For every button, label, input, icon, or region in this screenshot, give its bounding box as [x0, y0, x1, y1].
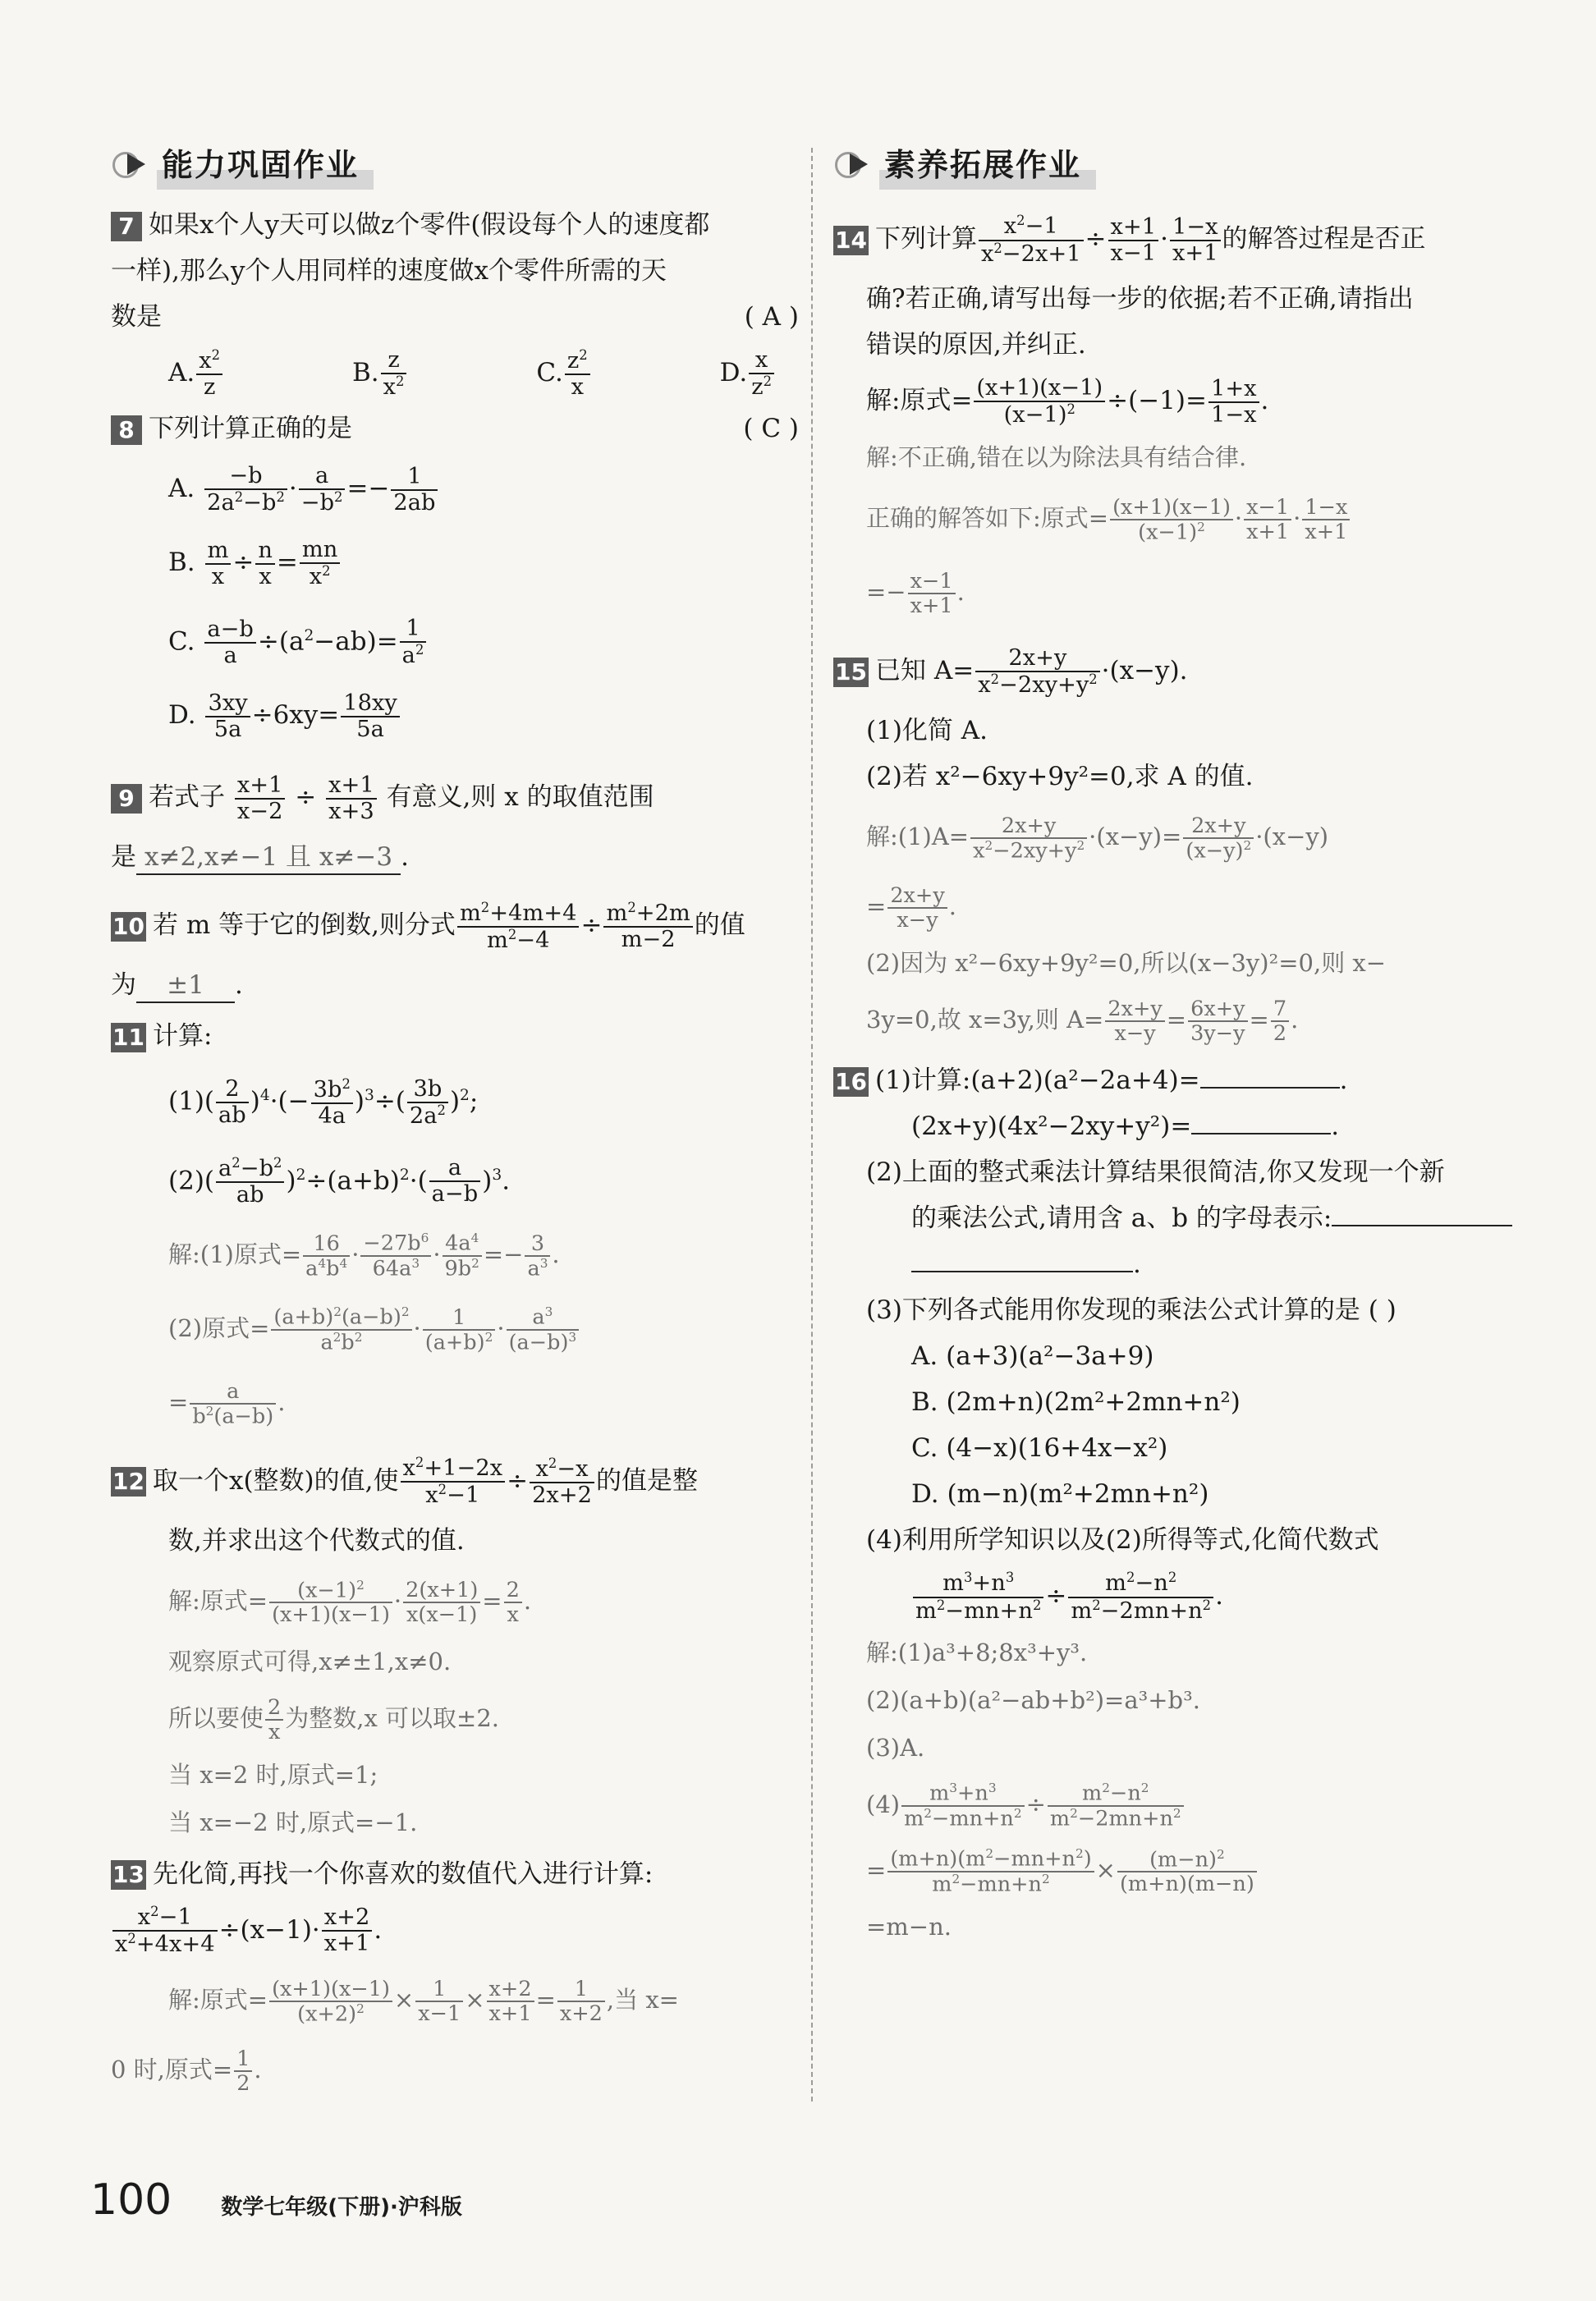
answer-blank-9: x≠2,x≠−1 且 x≠−3: [136, 841, 401, 875]
section-title-left: 能力巩固作业: [111, 140, 799, 187]
question-15: 15 已知 A= $\frac{2x+y}{x^2-2xy+y^2}$ ·(x−y). (1)化简 A. (2)若 x²−6xy+9y²=0,求 A 的值. 解:(1)A= $\frac{2x+y}{x^2-2xy+y^2}$ ·(x−y)= $\frac{2x+y}{(x-y)^2}$ ·(x−y) = $\frac{2x+y}{x-y}$ . (2)因为 x²−6xy+9y²=0,所以(x−3y)²=0,则 x− 3y=0,故 x=3y,则 A= $\frac{2x+y}{x-y}$ = $\frac{6x+y}{3y-y}$ = $\frac{7}{2}$ .: [835, 644, 1387, 1046]
answer-blank-16-4: [911, 1271, 1133, 1272]
question-14: 14 下列计算 $\frac{x^2-1}{x^2-2x+1}$ ÷ $\frac{x+1}{x-1}$ · $\frac{1-x}{x+1}$ 的解答过程是否正 确?若正确,请写出每一步的依据;若不正确,请指出 错误的原因,并纠正. 解:原式= $\frac{(x+1)(x-1)}{(x-1)^2}$ ÷(−1)= $\frac{1+x}{1-x}$ . 解:不正确,错在以为除法具有结合律. 正确的解答如下:原式= $\frac{(x+1)(x-1)}{(x-1)^2}$ · $\frac{x-1}{x+1}$ · $\frac{1-x}{x+1}$ =− $\frac{x-1}{x+1}$ .: [835, 213, 1426, 618]
question-13: 13 先化简,再找一个你喜欢的数值代入进行计算: $\frac{x^2-1}{x^2+4x+4}$ ÷(x−1)· $\frac{x+2}{x+1}$ . 解:原式= $\frac{(x+1)(x-1)}{(x+2)^2}$ × $\frac{1}{x-1}$ × $\frac{x+2}{x+1}$ = $\frac{1}{x+2}$ ,当 x= 0 时,原式= $\frac{1}{2}$ .: [111, 1859, 679, 2096]
section-title-right: 素养拓展作业: [833, 140, 1521, 187]
option-8b: B. $\frac{m}{x}$ ÷ $\frac{n}{x}$ = $\frac{mn}{x^2}$: [168, 525, 799, 599]
page-number: 100: [90, 2175, 172, 2225]
answer-blank-10: ±1: [136, 969, 235, 1003]
arrow-icon: [833, 147, 871, 180]
option-8c: C. $\frac{a-b}{a}$ $\div(a^2-ab)=$ $\frac{1}{a^2}$: [168, 599, 799, 678]
answer-blank-16-1: [1200, 1087, 1340, 1089]
answer-blank-16-2: [1191, 1133, 1331, 1134]
right-column: [833, 140, 1521, 1950]
left-column: [111, 140, 799, 2102]
options-7: A. $\frac{x^2}{z}$ B. $\frac{z}{x^2}$ C. $\frac{z^2}{x}$ D. $\frac{x}{z^2}$: [168, 340, 776, 406]
page-footer: [90, 2175, 462, 2225]
answer-blank-16-3: [1332, 1225, 1512, 1226]
question-11: 11 计算: (1)( $\frac{2}{ab}$ )$^4$·(− $\frac{3b^2}{4a}$ )$^3$÷( $\frac{3b}{2a^2}$ )$^2$; (2)( $\frac{a^2-b^2}{ab}$ )$^2\div(a+b)^2\cdot$( $\frac{a}{a-b}$ )$^3$. 解:(1)原式= $\frac{16}{a^4b^4}$ · $\frac{-27b^6}{64a^3}$ · $\frac{4a^4}{9b^2}$ =− $\frac{3}{a^3}$ . (2)原式= $\frac{(a+b)^2(a-b)^2}{a^2b^2}$ · $\frac{1}{(a+b)^2}$ · $\frac{a^3}{(a-b)^3}$ = $\frac{a}{b^2(a-b)}$ .: [111, 1013, 799, 1439]
question-12: 12 取一个x(整数)的值,使 $\frac{x^2+1-2x}{x^2-1}$ ÷ $\frac{x^2-x}{2x+2}$ 的值是整 数,并求出这个代数式的值. 解:原式= $\frac{(x-1)^2}{(x+1)(x-1)}$ · $\frac{2(x+1)}{x(x-1)}$ = $\frac{2}{x}$ . 观察原式可得,x≠±1,x≠0. 所以要使 $\frac{2}{x}$ 为整数,x 可以取±2. 当 x=2 时,原式=1; 当 x=−2 时,原式=−1.: [112, 1455, 698, 1836]
answer-8: ( C ): [743, 414, 799, 443]
arrow-icon: [111, 147, 149, 180]
answer-7: ( A ): [744, 302, 799, 332]
question-8: 8 下列计算正确的是 ( C ) A. $\frac{-b}{2a^2-b^2}$ · $\frac{a}{-b^2}$ =− $\frac{1}{2ab}$ B. $\frac{m}{x}$ ÷ $\frac{n}{x}$ = $\frac{mn}{x^2}$ C. $\frac{a-b}{a}$ $\div(a^2-ab)=$ $\frac{1}{a^2}$ D. $\frac{3xy}{5a}$ ÷6xy= $\frac{18xy}{5a}$: [111, 406, 799, 752]
answer-16-3: ( ): [1368, 1295, 1396, 1325]
question-7: 7 如果x个人y天可以做z个零件(假设每个人的速度都 一样),那么y个人用同样的速度做x个零件所需的天 数是 ( A ) A. $\frac{x^2}{z}$ B. $\frac{z}{x^2}$ C. $\frac{z^2}{x}$ D. $\frac{x}{z^2}$: [111, 202, 799, 406]
question-9: 9 若式子 $\frac{x+1}{x-2}$ ÷ $\frac{x+1}{x+3}$ 有意义,则 x 的取值范围 是 x≠2,x≠−1 且 x≠−3 .: [111, 760, 799, 880]
question-16: 16 (1)计算:(a+2)(a²−2a+4)= . (2x+y)(4x²−2xy+y²)= . (2)上面的整式乘法计算结果很简洁,你又发现一个新 的乘法公式,请用含 a、b 的字母表示: . (3)下列各式能用你发现的乘法公式计算的是 ( ) A. (a+3)(a²−3a+9) B. (2m+n)(2m²+2mn+n²) C. (4−x)(16+4x−x²) D. (m−n)(m²+2mn+n²) (4)利用所学知识以及(2)所得等式,化简代数式 $\frac{m^3+n^3}{m^2-mn+n^2}$ ÷ $\frac{m^2-n^2}{m^2-2mn+n^2}$ . 解:(1)a³+8;8x³+y³. (2)(a+b)(a²−ab+b²)=a³+b³. (3)A. (4) $\frac{m^3+n^3}{m^2-mn+n^2}$ ÷ $\frac{m^2-n^2}{m^2-2mn+n^2}$ = $\frac{(m+n)(m^2-mn+n^2)}{m^2-mn+n^2}$ × $\frac{(m-n)^2}{(m+n)(m-n)}$ =m−n.: [833, 1057, 1521, 1950]
question-10: 10 若 m 等于它的倒数,则分式 $\frac{m^2+4m+4}{m^2-4}$ ÷ $\frac{m^2+2m}{m-2}$ 的值 为 ±1 .: [111, 888, 799, 1008]
column-divider: [811, 148, 813, 2102]
option-8a: A. $\frac{-b}{2a^2-b^2}$ · $\frac{a}{-b^2}$ =− $\frac{1}{2ab}$: [168, 451, 799, 525]
book-title: 数学七年级(下册)·沪科版: [221, 2195, 462, 2220]
option-8d: D. $\frac{3xy}{5a}$ ÷6xy= $\frac{18xy}{5a}$: [168, 678, 799, 752]
